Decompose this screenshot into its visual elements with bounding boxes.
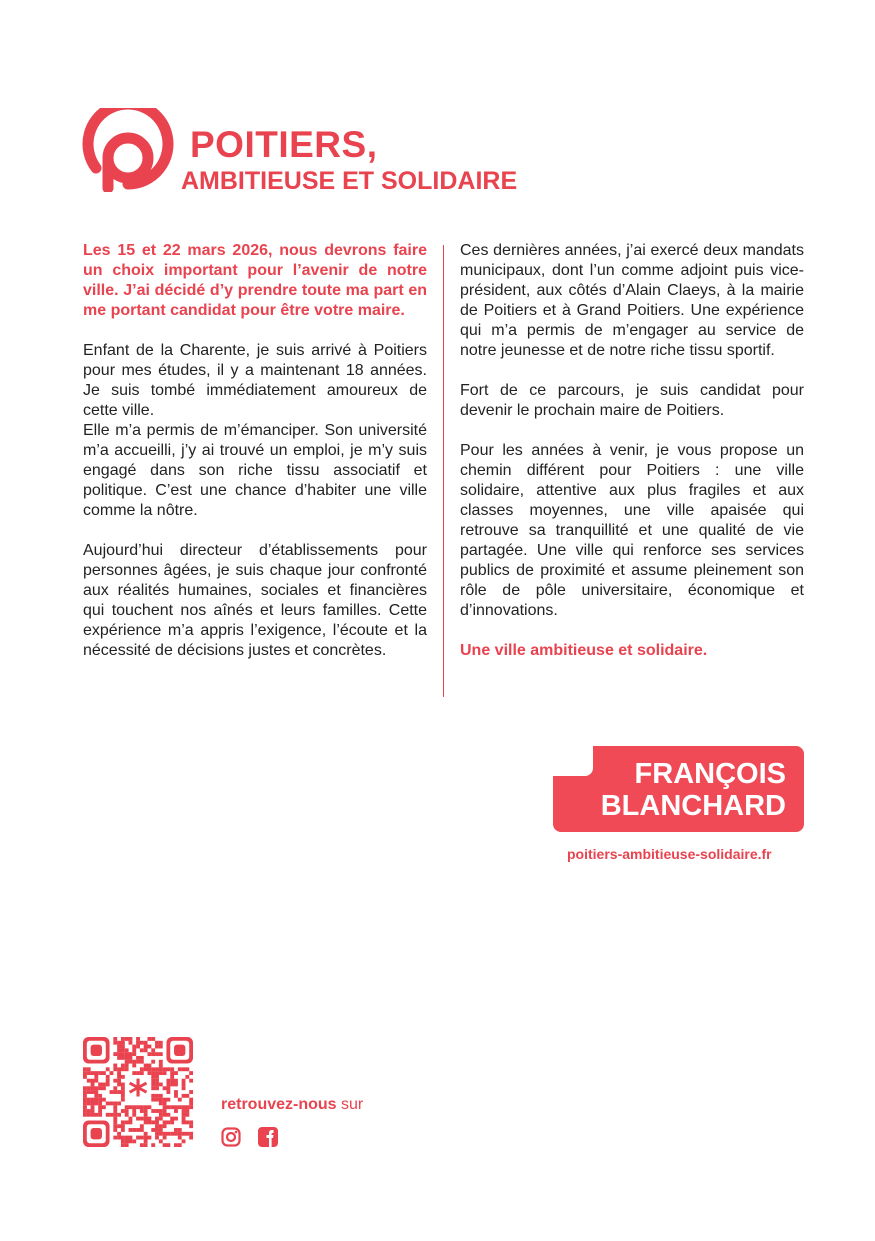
title-line-1: POITIERS,: [190, 124, 378, 165]
follow-rest: sur: [336, 1096, 364, 1113]
first-name: FRANÇOIS: [634, 758, 786, 790]
lead-paragraph: Les 15 et 22 mars 2026, nous devrons faire un choix important pour l’avenir de notre ville. J’ai décidé d’y prendre toute ma part en me portant candidat pour être votre maire.: [83, 242, 427, 319]
candidate-name-box: [553, 746, 804, 832]
paragraph: Pour les années à venir, je vous propose un chemin différent pour Poitiers : une ville solidaire, attentive aux plus fragiles et aux classes moyennes, une ville apaisée qui retrouve sa tranquillité et une qualité de vie partagée. Une ville qui renforce ses services publics de proximité et assume pleinement son rôle de pôle universitaire, économique et d’innovations.: [460, 442, 804, 619]
column-divider: [443, 245, 444, 697]
paragraph: Elle m’a permis de m’émanciper. Son université m’a accueilli, j’y ai trouvé un emploi, je m’y suis engagé dans son riche tissu associatif et politique. C’est une chance d’habiter une ville comme la nôtre.: [83, 422, 427, 519]
title-line-2: AMBITIEUSE ET SOLIDAIRE: [181, 167, 518, 195]
instagram-icon[interactable]: [221, 1127, 241, 1147]
qr-code[interactable]: [82, 1037, 194, 1147]
closing-line: Une ville ambitieuse et solidaire.: [460, 642, 708, 659]
paragraph: Enfant de la Charente, je suis arrivé à Poitiers pour mes études, il y a maintenant 18 années. Je suis tombé immédiatement amoureux de cette ville.: [83, 342, 427, 419]
svg-text:*: *: [128, 1072, 148, 1117]
last-name: BLANCHARD: [600, 790, 786, 822]
paragraph: Ces dernières années, j’ai exercé deux mandats municipaux, dont l’un comme adjoint puis vice-président, aux côtés d’Alain Claeys, à la mairie de Poitiers et à Grand Poitiers. Une expérience qui m’a permis de m’engager au service de notre jeunesse et de notre riche tissu sportif.: [460, 242, 804, 359]
paragraph: Aujourd’hui directeur d’établissements pour personnes âgées, je suis chaque jour confronté aux réalités humaines, sociales et financières qui touchent nos aînés et leurs familles. Cette expérience m’a appris l’exigence, l’écoute et la nécessité de décisions justes et concrètes.: [83, 542, 427, 659]
paragraph: Fort de ce parcours, je suis candidat pour devenir le prochain maire de Poitiers.: [460, 382, 804, 419]
follow-bold: retrouvez-nous: [221, 1096, 337, 1113]
website-link[interactable]: poitiers-ambitieuse-solidaire.fr: [567, 846, 772, 862]
follow-us-text: [221, 1096, 363, 1114]
candidate-name: [601, 758, 786, 822]
p-logo-icon: [82, 108, 178, 192]
right-column: [460, 241, 804, 681]
facebook-icon[interactable]: [258, 1127, 278, 1147]
left-column: [83, 241, 427, 681]
